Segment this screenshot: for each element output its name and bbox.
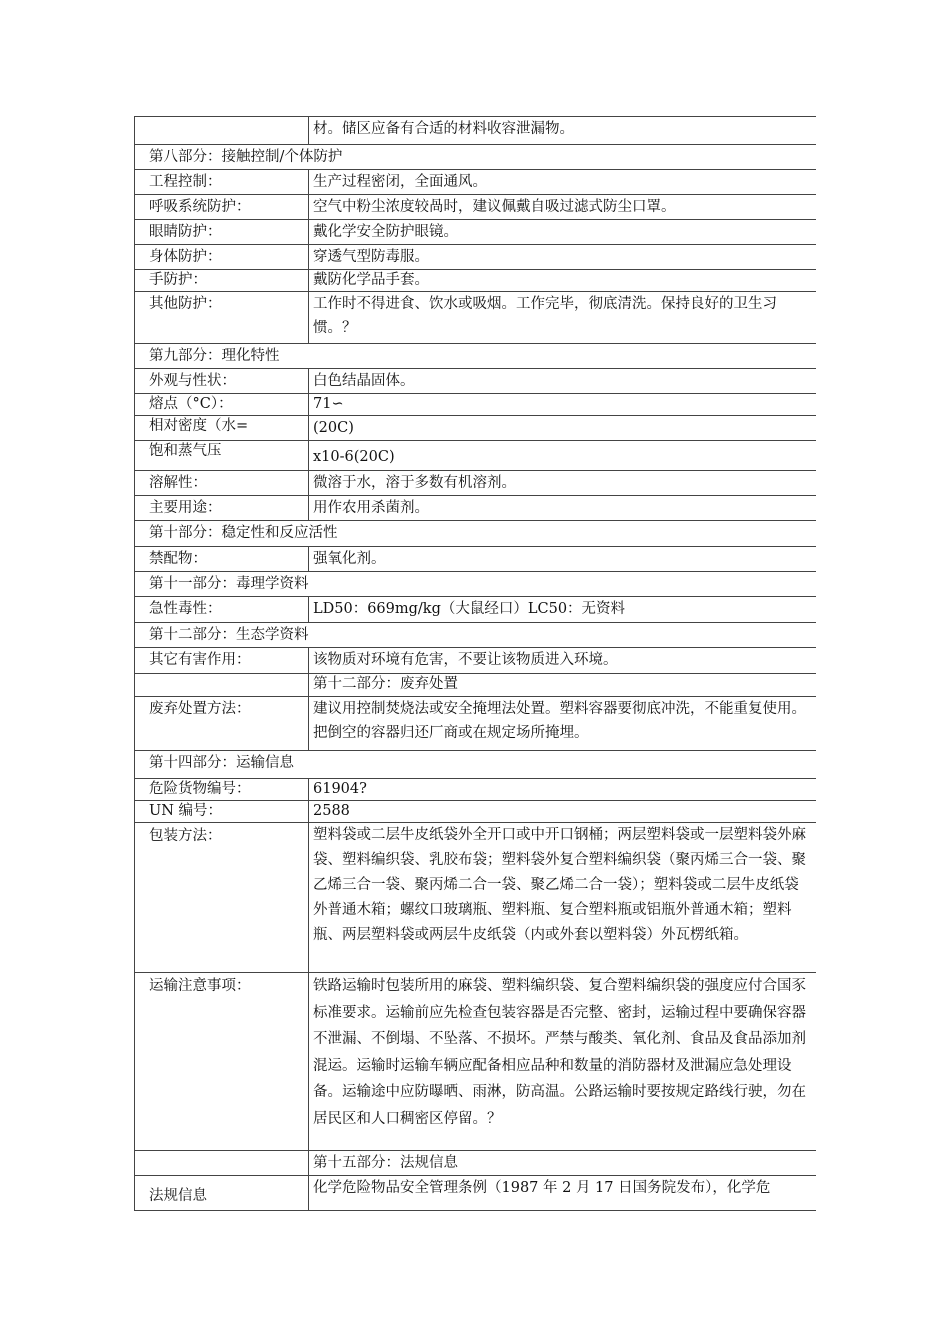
row-value: 第十二部分：废弃处置 [309, 674, 817, 697]
row-key: 其它有害作用： [135, 648, 309, 674]
row-value: 工作时不得进食、饮水或吸烟。工作完毕，彻底清洗。保持良好的卫生习惯。？ [309, 292, 817, 344]
row-value: 2588 [309, 801, 817, 823]
row-key: 运输注意事项： [135, 973, 309, 1151]
row-value: 用作农用杀菌剂。 [309, 496, 817, 521]
section-title: 第十二部分：生态学资料 [135, 623, 817, 648]
table-row [135, 170, 817, 195]
row-key: 呼吸系统防护： [135, 195, 309, 220]
section-title: 第十部分：稳定性和反应活性 [135, 521, 817, 547]
row-key: 工程控制： [135, 170, 309, 195]
table-row [135, 697, 817, 751]
table-row [135, 779, 817, 801]
row-key: 饱和蒸气压 [135, 441, 309, 471]
section-header-row [135, 521, 817, 547]
row-value: 空气中粉尘浓度较咼时，建议佩戴自吸过滤式防尘口罩。 [309, 195, 817, 220]
table-row [135, 648, 817, 674]
row-key: 主要用途： [135, 496, 309, 521]
table-row [135, 823, 817, 973]
table-row [135, 292, 817, 344]
table-row [135, 195, 817, 220]
section-header-row [135, 344, 817, 369]
row-key: 包装方法： [135, 823, 309, 973]
row-key: 熔点（°C）： [135, 394, 309, 416]
table-row [135, 245, 817, 270]
row-value: 化学危险物品安全管理条例（1987 年 2 月 17 日国务院发布），化学危 [309, 1176, 817, 1211]
table-row [135, 471, 817, 496]
table-row [135, 1151, 817, 1176]
row-value: 71∽ [309, 394, 817, 416]
row-key: 相对密度（水= [135, 416, 309, 441]
row-key: 溶解性： [135, 471, 309, 496]
row-value: 微溶于水，溶于多数有机溶剂。 [309, 471, 817, 496]
section-title: 第八部分：接触控制/个体防护 [135, 145, 817, 170]
table-row [135, 270, 817, 292]
row-key: 禁配物： [135, 547, 309, 572]
row-value: 该物质对环境有危害，不要让该物质进入环境。 [309, 648, 817, 674]
row-value: 强氧化剂。 [309, 547, 817, 572]
row-key: 法规信息 [135, 1176, 309, 1211]
row-value: 生产过程密闭，全面通风。 [309, 170, 817, 195]
row-key [135, 117, 309, 145]
table-row [135, 441, 817, 471]
row-key: 废弃处置方法： [135, 697, 309, 751]
row-value: 第十五部分：法规信息 [309, 1151, 817, 1176]
table-row [135, 973, 817, 1151]
table-row [135, 547, 817, 572]
row-key: 身体防护： [135, 245, 309, 270]
section-header-row [135, 623, 817, 648]
row-value: LD50：669mg/kg（大鼠经口）LC50：无资料 [309, 597, 817, 623]
table-row [135, 369, 817, 394]
row-key: 其他防护： [135, 292, 309, 344]
row-value: (20C) [309, 416, 817, 441]
row-key [135, 674, 309, 697]
row-value: 白色结晶固体。 [309, 369, 817, 394]
row-value: 戴化学安全防护眼镜。 [309, 220, 817, 245]
row-key: UN 编号： [135, 801, 309, 823]
section-header-row [135, 145, 817, 170]
section-title: 第十一部分：毒理学资料 [135, 572, 817, 597]
section-title: 第十四部分：运输信息 [135, 751, 817, 779]
table-row [135, 394, 817, 416]
row-value: 材。储区应备有合适的材料收容泄漏物。 [309, 117, 817, 145]
table-row [135, 801, 817, 823]
section-header-row [135, 572, 817, 597]
row-value: 穿透气型防毒服。 [309, 245, 817, 270]
table-row [135, 674, 817, 697]
table-row [135, 1176, 817, 1211]
row-key: 外观与性状： [135, 369, 309, 394]
document-sheet [134, 116, 816, 1212]
table-row [135, 597, 817, 623]
msds-table [134, 116, 816, 1211]
row-value: 建议用控制焚烧法或安全掩埋法处置。塑料容器要彻底冲洗，不能重复使用。把倒空的容器归还厂商或在规定场所掩埋。 [309, 697, 817, 751]
section-title: 第九部分：理化特性 [135, 344, 817, 369]
row-key [135, 1151, 309, 1176]
row-key: 手防护： [135, 270, 309, 292]
row-value: x10-6(20C) [309, 441, 817, 471]
table-row [135, 117, 817, 145]
row-key: 急性毒性： [135, 597, 309, 623]
row-value: 铁路运输时包装所用的麻袋、塑料编织袋、复合塑料编织袋的强度应付合国豕标准要求。运输前应先检查包装容器是否完整、密封，运输过程中要确保容器不泄漏、不倒塌、不坠落、不损坏。严禁与酸类、氧化剂、食品及食品添加剂混运。运输时运输车辆应配备相应品种和数量的消防器材及泄漏应急处理设备。运输途中应防曝晒、雨淋，防高温。公路运输时要按规定路线行驶，勿在居民区和人口稠密区停留。？ [309, 973, 817, 1151]
table-row [135, 496, 817, 521]
table-row [135, 220, 817, 245]
row-value: 61904? [309, 779, 817, 801]
table-row [135, 416, 817, 441]
row-key: 眼睛防护： [135, 220, 309, 245]
row-value: 戴防化学品手套。 [309, 270, 817, 292]
row-key: 危险货物编号： [135, 779, 309, 801]
section-header-row [135, 751, 817, 779]
row-value: 塑料袋或二层牛皮纸袋外全开口或中开口钢桶；两层塑料袋或一层塑料袋外麻袋、塑料编织袋、乳胶布袋；塑料袋外复合塑料编织袋（聚丙烯三合一袋、聚乙烯三合一袋、聚丙烯二合一袋、聚乙烯二合一袋）；塑料袋或二层牛皮纸袋外普通木箱；螺纹口玻璃瓶、塑料瓶、复合塑料瓶或铝瓶外普通木箱；塑料瓶、两层塑料袋或两层牛皮纸袋（内或外套以塑料袋）外瓦楞纸箱。 [309, 823, 817, 973]
